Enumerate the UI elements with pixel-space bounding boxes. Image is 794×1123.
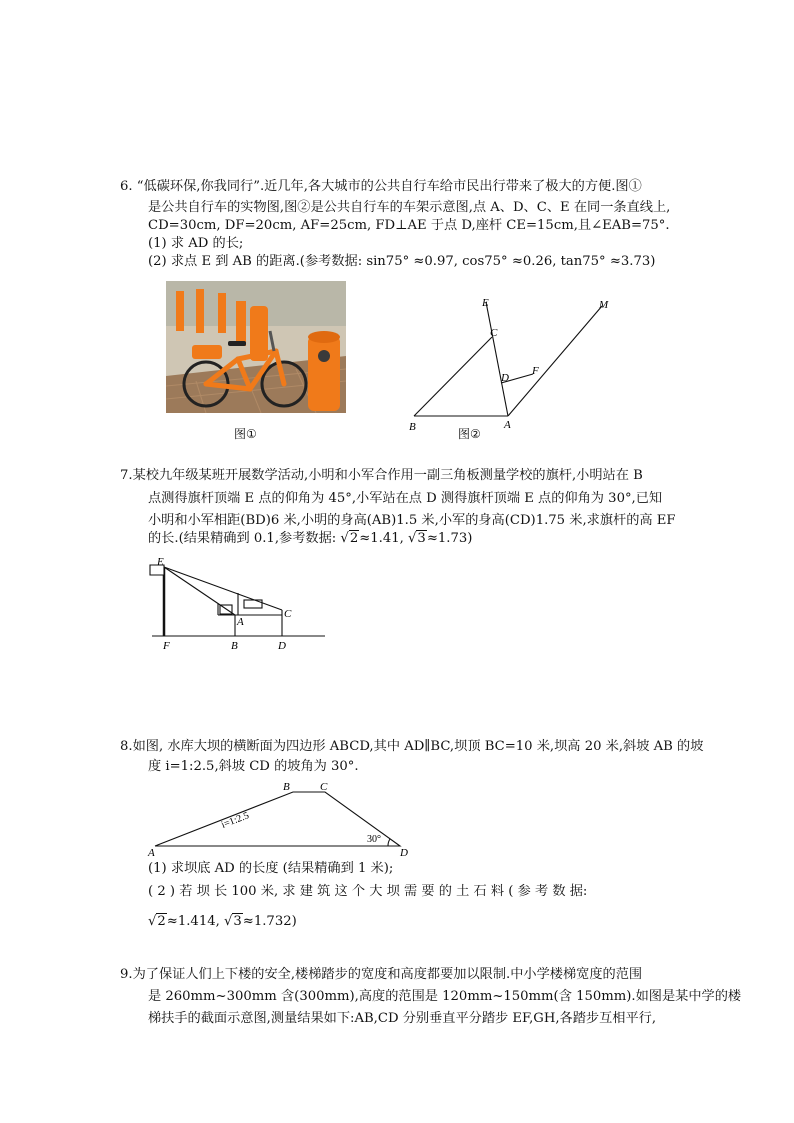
figure-2-label: 图② [458,427,481,441]
q6-line-1: 6. “低碳环保,你我同行”.近几年,各大城市的公共自行车给市民出行带来了极大的方便.图① [120,179,642,194]
q7-line-2: 点测得旗杆顶端 E 点的仰角为 45°,小军站在点 D 测得旗杆顶端 E 点的仰角为 30°,已知 [148,491,663,506]
point-C-label: C [490,327,498,339]
q9-line-1: 9.为了保证人们上下楼的安全,楼梯踏步的宽度和高度都要加以限制.中小学楼梯宽度的范围 [120,967,643,982]
sqrt-3: √3 [408,531,426,546]
q7-line-4-text: 的长.(结果精确到 0.1,参考数据: [148,531,337,546]
flag-point-E-label: E [157,556,164,568]
sqrt-2: √2 [340,531,359,546]
flag-point-B-label: B [231,640,238,652]
dam-point-C-label: C [320,781,328,793]
q6-line-2: 是公共自行车的实物图,图②是公共自行车的车架示意图,点 A、D、C、E 在同一条直线上, [148,200,671,215]
q6-line-3: CD=30cm, DF=20cm, AF=25cm, FD⊥AE 于点 D,座杆 CE=15cm,且∠EAB=75°. [148,218,670,233]
flag-point-F-label: F [163,640,170,652]
figure-1-label: 图① [234,427,257,441]
flag-point-C-label: C [284,608,292,620]
flagpole-diagram [140,555,330,655]
q8-ref-data [148,912,297,932]
q6-part-2: (2) 求点 E 到 AB 的距离.(参考数据: sin75° ≈0.97, cos75° ≈0.26, tan75° ≈3.73) [148,254,656,269]
dam-point-A-label: A [148,847,155,858]
sqrt-2: √2 [148,914,166,929]
q9-line-3: 梯扶手的截面示意图,测量结果如下:AB,CD 分别垂直平分踏步 EF,GH,各踏步互相平行, [148,1011,657,1026]
q6-part-1: (1) 求 AD 的长; [148,236,244,251]
point-B-label: B [409,421,416,433]
q7-line-1: 7.某校九年级某班开展数学活动,小明和小军合作用一副三角板测量学校的旗杆,小明站在 B [120,468,643,483]
point-D-label: D [501,372,509,384]
q7-line-3: 小明和小军相距(BD)6 米,小明的身高(AB)1.5 米,小军的身高(CD)1.75 米,求旗杆的高 EF [148,513,676,528]
slope-label: i=1:2.5 [219,810,251,831]
q8-part-2: ( 2 ) 若 坝 长 100 米, 求 建 筑 这 个 大 坝 需 要 的 土 石 料 ( 参 考 数 据: [148,884,588,899]
q7-line-4 [148,529,472,549]
point-A-label: A [504,419,511,431]
sqrt2-approx: ≈1.414, [166,914,220,929]
bike-frame-diagram [400,290,630,440]
flag-point-D-label: D [278,640,286,652]
sqrt-3: √3 [224,914,242,929]
q8-part-1: (1) 求坝底 AD 的长度 (结果精确到 1 米); [148,861,394,876]
dam-point-D-label: D [400,847,408,858]
dam-diagram [145,778,435,858]
point-F-label: F [532,365,539,377]
point-M-label: M [599,299,609,311]
q8-line-2: 度 i=1:2.5,斜坡 CD 的坡角为 30°. [148,759,359,774]
sqrt3-approx: ≈1.732) [242,914,297,929]
flag-point-A-label: A [237,616,244,628]
dam-point-B-label: B [283,781,290,793]
point-E-label: E [482,297,489,309]
sqrt3-approx: ≈1.73) [426,531,473,546]
q9-line-2: 是 260mm~300mm 含(300mm),高度的范围是 120mm~150mm(含 150mm).如图是某中学的楼 [148,989,742,1004]
bicycle-photo [166,281,346,413]
q8-line-1: 8.如图, 水库大坝的横断面为四边形 ABCD,其中 AD∥BC,坝顶 BC=10 米,坝高 20 米,斜坡 AB 的坡 [120,739,704,754]
angle-label: 30° [367,834,381,845]
sqrt2-approx: ≈1.41, [359,531,404,546]
